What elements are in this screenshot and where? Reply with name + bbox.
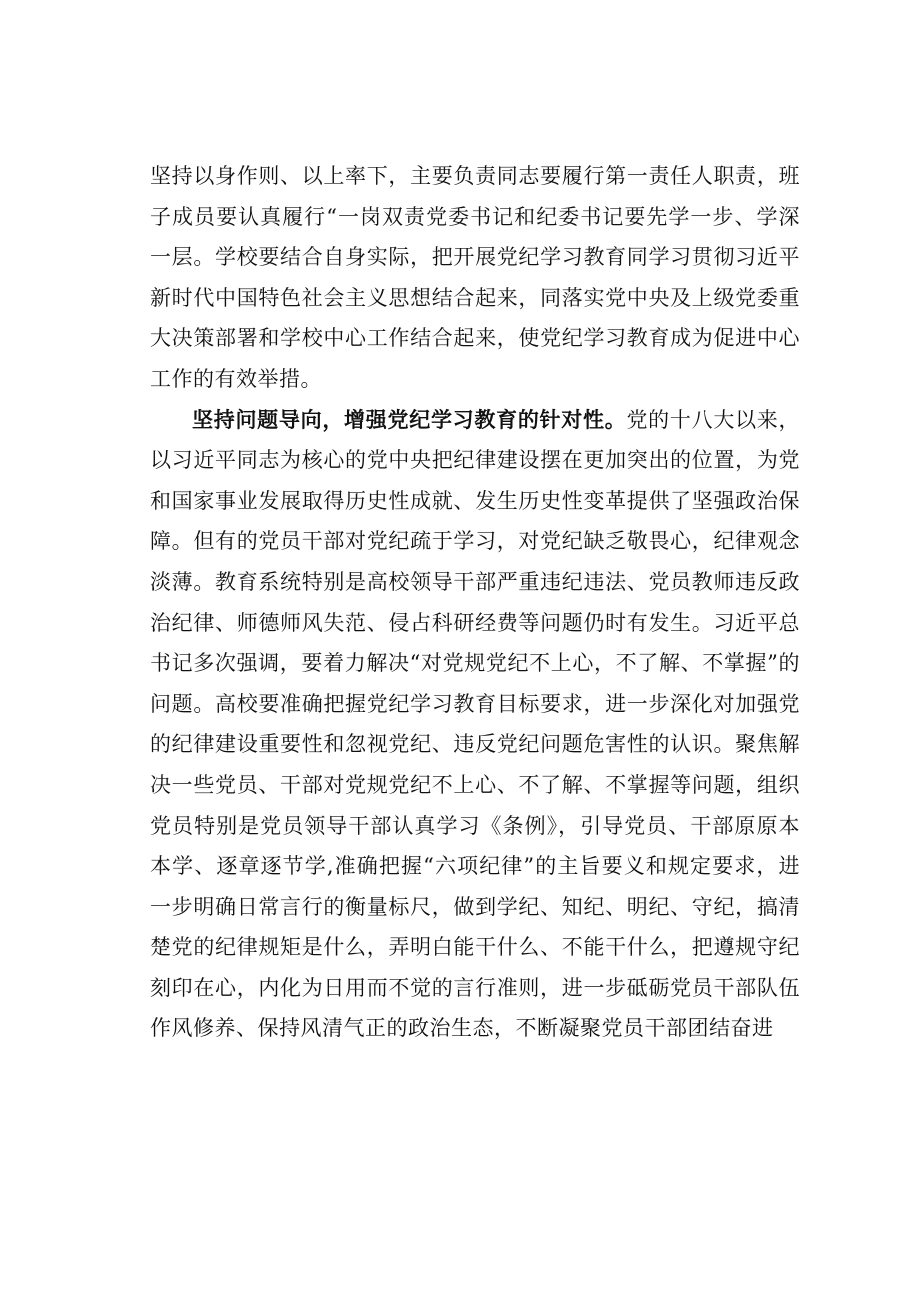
- paragraph-2-lead: 坚持问题导向，增强党纪学习教育的针对性。: [192, 406, 627, 432]
- document-body: [150, 156, 800, 1049]
- paragraph-1-text: 坚持以身作则、以上率下，主要负责同志要履行第一责任人职责，班子成员要认真履行“一岗双责党委书记和纪委书记要先学一步、学深一层。学校要结合自身实际，把开展党纪学习教育同学习贯彻习近平新时代中国特色社会主义思想结合起来，同落实党中央及上级党委重大决策部署和学校中心工作结合起来，使党纪学习教育成为促进中心工作的有效举措。: [150, 164, 800, 391]
- paragraph-2: [150, 400, 800, 1050]
- paragraph-2-text: 党的十八大以来，以习近平同志为核心的党中央把纪律建设摆在更加突出的位置，为党和国家事业发展取得历史性成就、发生历史性变革提供了坚强政治保障。但有的党员干部对党纪疏于学习，对党纪缺乏敬畏心，纪律观念淡薄。教育系统特别是高校领导干部严重违纪违法、党员教师违反政治纪律、师德师风失范、侵占科研经费等问题仍时有发生。习近平总书记多次强调，要着力解决“对党规党纪不上心，不了解、不掌握”的问题。高校要准确把握党纪学习教育目标要求，进一步深化对加强党的纪律建设重要性和忽视党纪、违反党纪问题危害性的认识。聚焦解决一些党员、干部对党规党纪不上心、不了解、不掌握等问题，组织党员特别是党员领导干部认真学习《条例》，引导党员、干部原原本本学、逐章逐节学,准确把握“六项纪律”的主旨要义和规定要求，进一步明确日常言行的衡量标尺，做到学纪、知纪、明纪、守纪，搞清楚党的纪律规矩是什么，弄明白能干什么、不能干什么，把遵规守纪刻印在心，内化为日用而不觉的言行准则，进一步砥砺党员干部队伍作风修养、保持风清气正的政治生态，不断凝聚党员干部团结奋进: [150, 407, 801, 1041]
- paragraph-1: [150, 156, 800, 400]
